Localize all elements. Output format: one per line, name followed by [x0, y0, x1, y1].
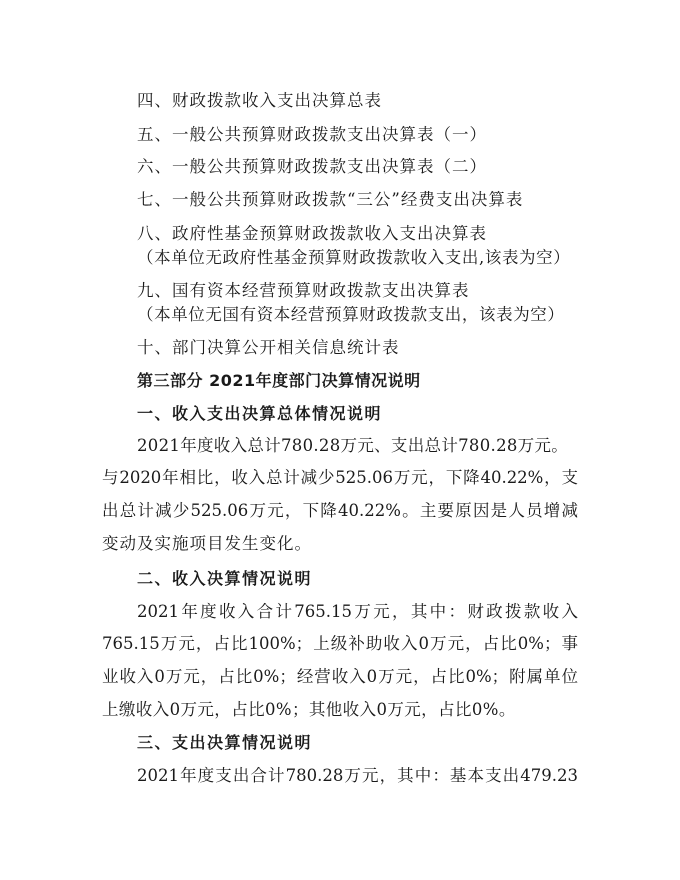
toc-note-8: （本单位无政府性基金预算财政拨款收入支出,该表为空） [137, 248, 571, 267]
toc-item-8: 八、政府性基金预算财政拨款收入支出决算表 [137, 224, 487, 243]
section2-heading: 二、收入决算情况说明 [137, 569, 313, 588]
section1-line-2: 与2020年相比，收入总计减少525.06万元，下降40.22%，支 [102, 468, 578, 487]
toc-item-5: 五、一般公共预算财政拨款支出决算表（一） [137, 125, 487, 144]
section2-line-3: 业收入0万元，占比0%；经营收入0万元，占比0%；附属单位 [102, 667, 578, 686]
toc-item-10: 十、部门决算公开相关信息统计表 [137, 338, 400, 357]
toc-item-6: 六、一般公共预算财政拨款支出决算表（二） [137, 157, 487, 176]
toc-note-9: （本单位无国有资本经营预算财政拨款支出，该表为空） [137, 305, 565, 324]
section3-line-1: 2021年度支出合计780.28万元，其中：基本支出479.23 [137, 766, 578, 785]
section2-line-4: 上缴收入0万元，占比0%；其他收入0万元，占比0%。 [102, 700, 516, 719]
section2-line-2: 765.15万元，占比100%；上级补助收入0万元，占比0%；事 [102, 634, 578, 653]
section1-heading: 一、收入支出决算总体情况说明 [137, 404, 383, 423]
section2-line-1: 2021年度收入合计765.15万元，其中：财政拨款收入 [137, 602, 578, 621]
section1-line-4: 变动及实施项目发生变化。 [102, 534, 312, 553]
toc-item-9: 九、国有资本经营预算财政拨款支出决算表 [137, 281, 470, 300]
part3-title: 第三部分 2021年度部门决算情况说明 [137, 371, 421, 390]
section3-heading: 三、支出决算情况说明 [137, 733, 313, 752]
toc-item-7: 七、一般公共预算财政拨款“三公”经费支出决算表 [137, 190, 524, 209]
section1-line-1: 2021年度收入总计780.28万元、支出总计780.28万元。 [137, 436, 569, 455]
toc-item-4: 四、财政拨款收入支出决算总表 [137, 91, 382, 110]
section1-line-3: 出总计减少525.06万元，下降40.22%。主要原因是人员增减 [102, 501, 578, 520]
